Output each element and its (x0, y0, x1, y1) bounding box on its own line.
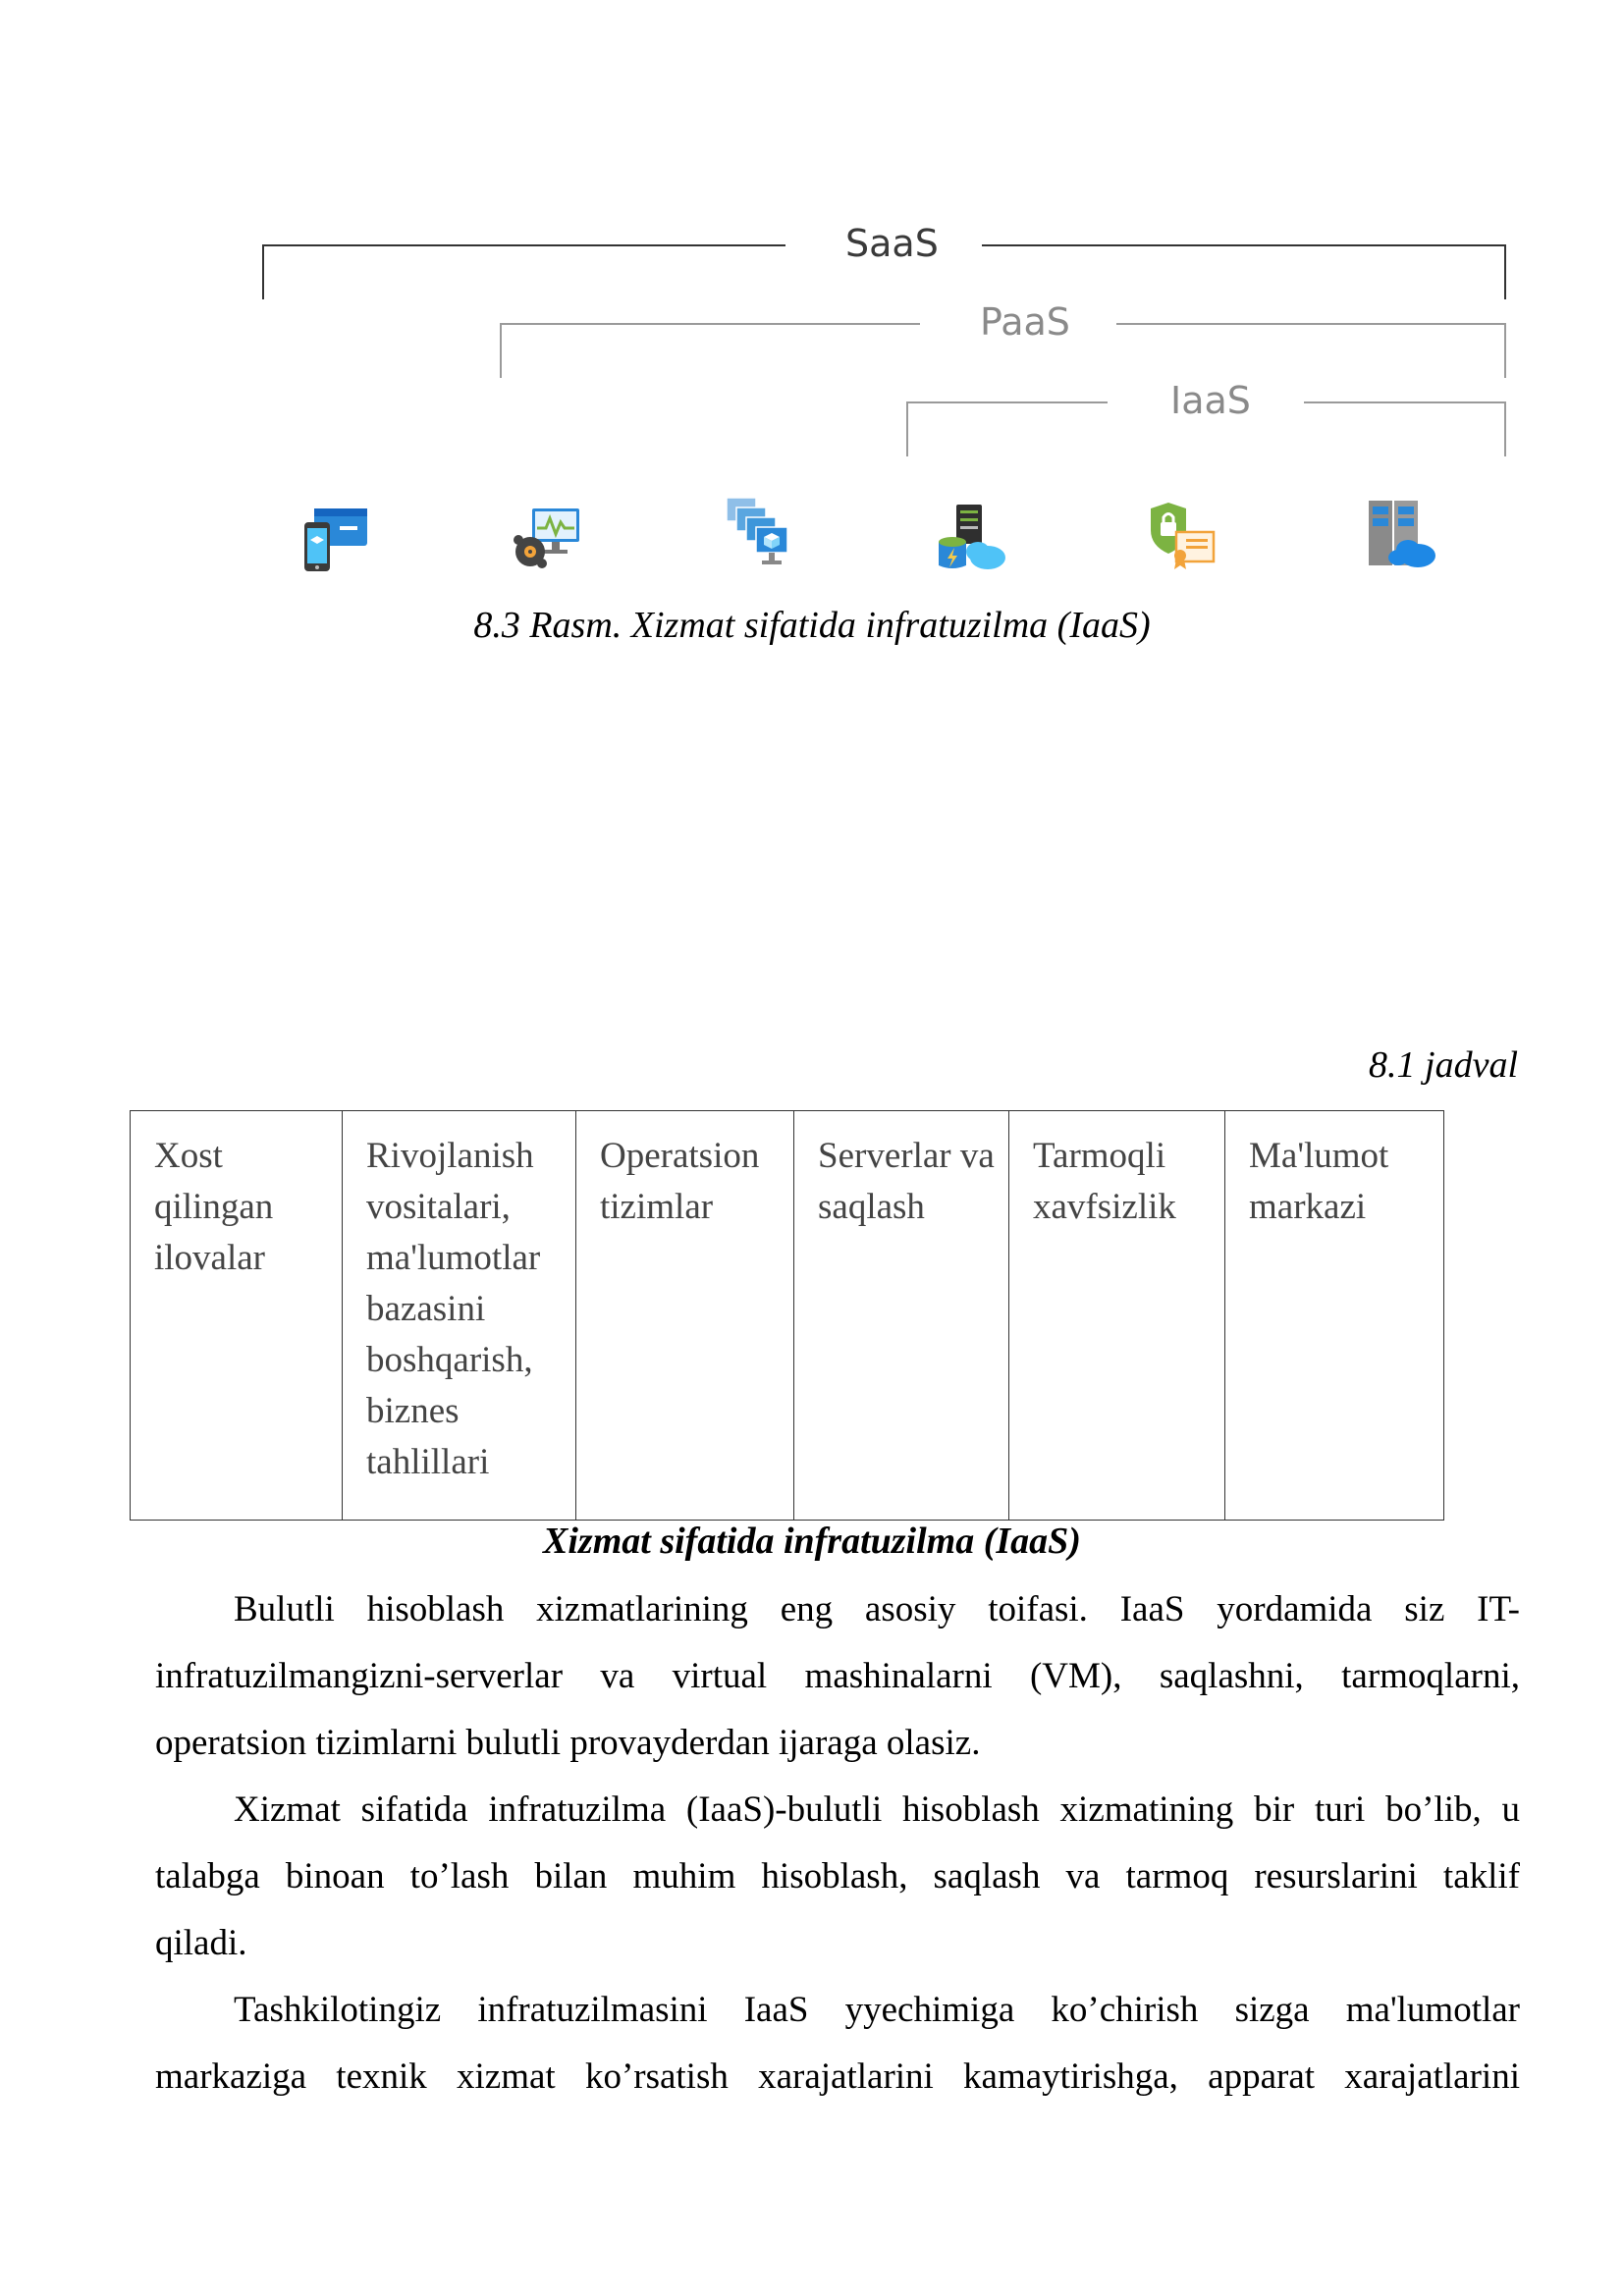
table-cell-network-security: Tarmoqli xavfsizlik (1009, 1111, 1225, 1521)
table-cell-dev-tools: Rivojlanish vositalari, ma'lumotlar bazasini boshqarish, biznes tahlillari (343, 1111, 576, 1521)
paragraph-line: talabga binoan to’lash bilan muhim hisoblash, saqlash va tarmoq resurslarini taklif (155, 1856, 1520, 1896)
table-label: 8.1 jadval (1369, 1044, 1518, 1086)
table-cell-operating-systems: Operatsion tizimlar (576, 1111, 794, 1521)
paragraph-1 (155, 1576, 1520, 1777)
mobile-app-icon (300, 503, 373, 575)
saas-label: SaaS (845, 222, 939, 265)
figure-caption: 8.3 Rasm. Xizmat sifatida infratuzilma (IaaS) (473, 605, 1151, 646)
paragraph-line: operatsion tizimlarni bulutli provayderdan ijaraga olasiz. (155, 1723, 981, 1763)
paas-label: PaaS (980, 300, 1070, 344)
paragraph-line: markaziga texnik xizmat ko’rsatish xarajatlarini kamaytirishga, apparat xarajatlarini (155, 2056, 1520, 2097)
paragraph-3 (155, 1977, 1520, 2110)
table-cell-datacenter: Ma'lumot markazi (1225, 1111, 1444, 1521)
table-cell-servers-storage: Serverlar va saqlash (794, 1111, 1009, 1521)
iaas-label: IaaS (1170, 379, 1251, 422)
dev-tools-icon (511, 503, 583, 575)
service-bracket-diagram (0, 0, 1624, 471)
vm-stack-icon (725, 496, 797, 568)
table-row (131, 1111, 1444, 1521)
paragraph-line: Xizmat sifatida infratuzilma (IaaS)-bulutli hisoblash xizmatining bir turi bo’lib, u (234, 1789, 1520, 1830)
paragraph-2 (155, 1777, 1520, 1977)
security-certificate-icon (1147, 499, 1219, 571)
paragraph-line: infratuzilmangizni-serverlar va virtual mashinalarni (VM), saqlashni, tarmoqlarni, (155, 1656, 1520, 1696)
paragraph-line: Tashkilotingiz infratuzilmasini IaaS yyechimiga ko’chirish sizga ma'lumotlar (234, 1990, 1520, 2030)
table-caption: Xizmat sifatida infratuzilma (IaaS) (543, 1521, 1081, 1562)
paragraph-line: qiladi. (155, 1923, 247, 1963)
datacenter-cloud-icon (1365, 499, 1437, 571)
table-cell-hosted-apps: Xost qilingan ilovalar (131, 1111, 343, 1521)
server-storage-icon (935, 503, 1007, 575)
service-layers-table (130, 1110, 1444, 1521)
paragraph-line: Bulutli hisoblash xizmatlarining eng asosiy toifasi. IaaS yordamida siz IT- (234, 1589, 1520, 1629)
